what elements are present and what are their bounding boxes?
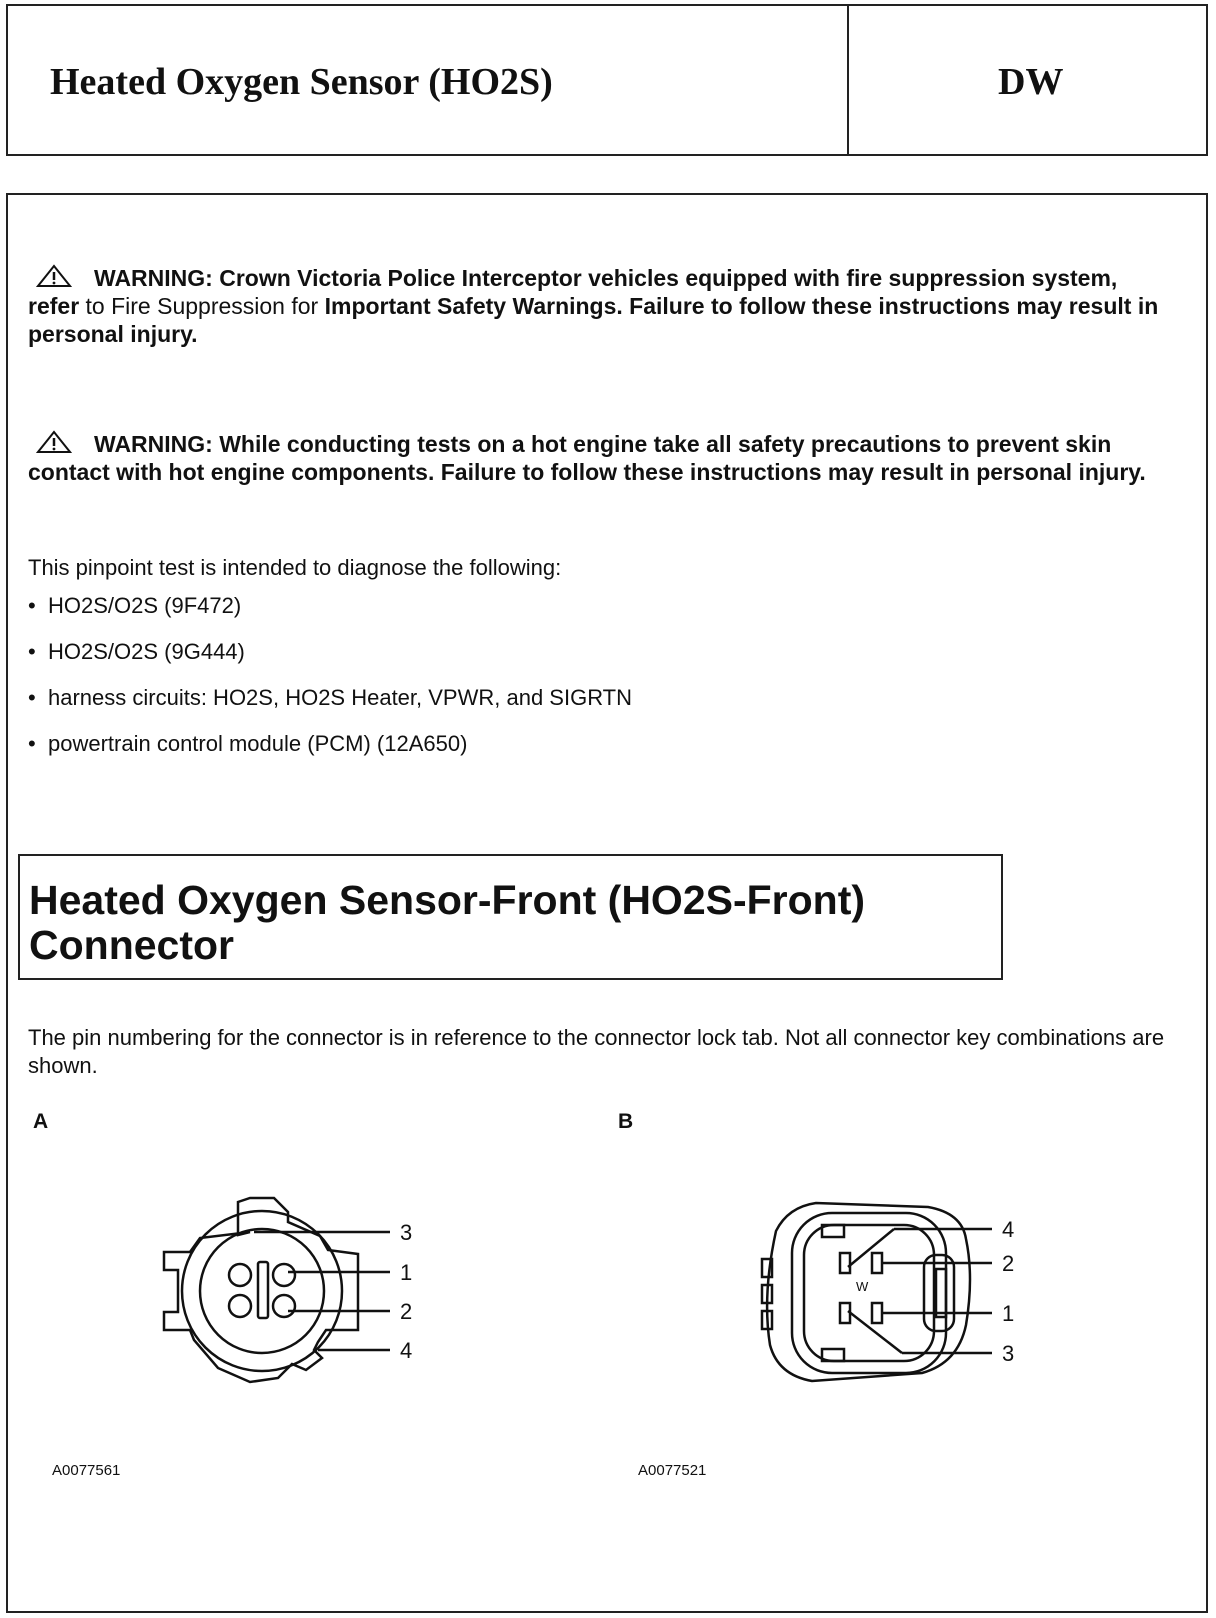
connector-b-pin-label: 3 [1002, 1341, 1015, 1366]
warning-triangle-icon [36, 430, 72, 454]
warning-text-bold: WARNING: Crown Victoria Police Interceptor vehicles equipped with fire suppression system, refer [28, 265, 1118, 319]
connector-b-pin-label: 1 [1002, 1301, 1015, 1326]
connector-b-pin-label: 4 [1002, 1217, 1015, 1242]
connector-b-pin-label: 2 [1002, 1251, 1015, 1276]
warning-text-bold-end: Important Safety Warnings. Failure to follow these instructions may result in personal injury. [28, 293, 1159, 347]
connector-a-pin-label: 1 [400, 1260, 413, 1285]
figure-a-id: A0077561 [52, 1462, 121, 1479]
figure-a-label: A [33, 1110, 49, 1133]
connector-b-diagram [752, 1195, 1052, 1415]
connector-note: The pin numbering for the connector is in reference to the connector lock tab. Not all connector key combinations are shown. [28, 1025, 1165, 1078]
figure-b-label: B [618, 1110, 634, 1133]
header-divider [847, 6, 849, 154]
warning-hot-engine [28, 430, 1168, 486]
connector-a-pin-label: 4 [400, 1338, 413, 1363]
page-title: Heated Oxygen Sensor (HO2S) [50, 61, 553, 103]
connector-b-key-mark: W [856, 1279, 869, 1294]
list-item: • harness circuits: HO2S, HO2S Heater, VPWR, and SIGRTN [28, 685, 633, 710]
list-item: • HO2S/O2S (9F472) [28, 593, 242, 618]
page-header [6, 4, 1208, 156]
section-code: DW [998, 61, 1064, 103]
connector-a-pin-label: 2 [400, 1299, 413, 1324]
warning-text-bold: WARNING: While conducting tests on a hot engine take all safety precautions to prevent skin contact with hot engine components. Failure to follow these instructions may result in personal injury. [28, 431, 1146, 485]
section-heading: Heated Oxygen Sensor-Front (HO2S-Front) Connector [18, 854, 1003, 980]
warning-text-plain: to Fire Suppression for [79, 293, 325, 319]
list-item: • powertrain control module (PCM) (12A650) [28, 731, 468, 756]
diagnose-list [28, 592, 632, 776]
connector-a-pin-label: 3 [400, 1220, 413, 1245]
connector-a-diagram [150, 1190, 450, 1410]
intro-text: This pinpoint test is intended to diagnose the following: [28, 555, 562, 580]
connector-a-leaders [254, 1232, 390, 1350]
warning-fire-suppression [28, 264, 1168, 348]
list-item: • HO2S/O2S (9G444) [28, 639, 245, 664]
warning-triangle-icon [36, 264, 72, 288]
figure-b-id: A0077521 [638, 1462, 707, 1479]
